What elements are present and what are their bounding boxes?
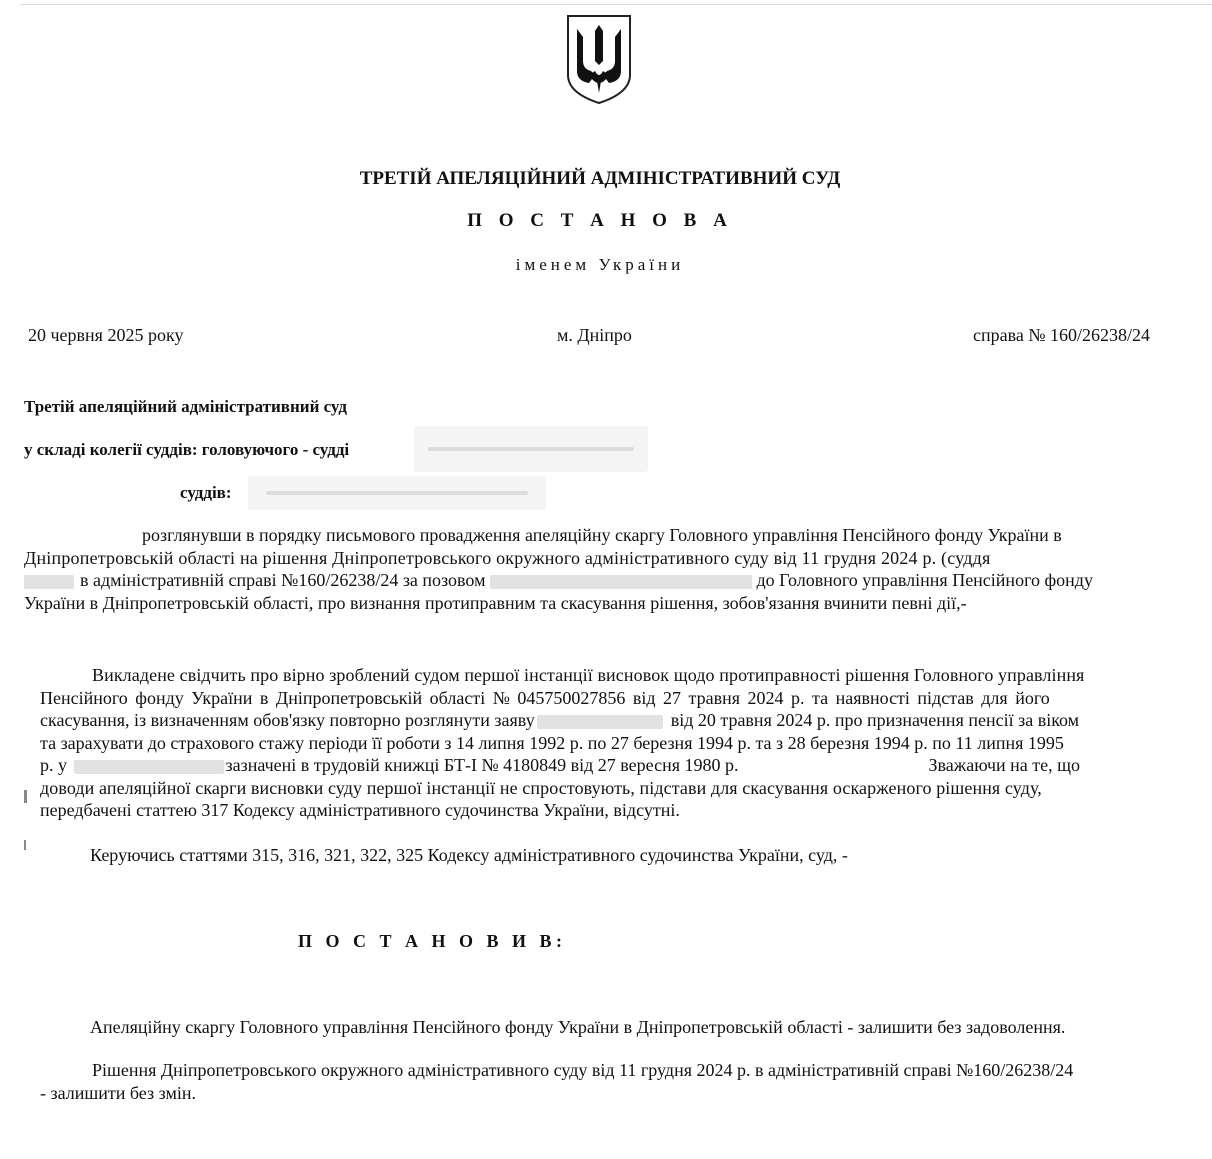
case-number: справа № 160/26238/24 bbox=[973, 325, 1151, 345]
document-city: м. Дніпро bbox=[557, 325, 632, 345]
intro-line-2: Дніпропетровській області на рішення Дніпропетровського окружного адміністративного суду від 11 грудня 2024 р. (суддя bbox=[24, 547, 991, 568]
intro-line-1: розглянувши в порядку письмового провадження апеляційну скаргу Головного управління Пенсійного фонду України в bbox=[142, 525, 1062, 545]
redacted-plaintiff bbox=[490, 575, 752, 589]
court-name-heading: ТРЕТІЙ АПЕЛЯЦІЙНИЙ АДМІНІСТРАТИВНИЙ СУД bbox=[359, 168, 841, 189]
coat-of-arms-icon bbox=[565, 13, 633, 105]
resolution-item-2-line-2: - залишити без змін. bbox=[40, 1082, 196, 1103]
top-divider bbox=[20, 4, 1212, 5]
reasoning-line-7: передбачені статтею 317 Кодексу адміністративного судочинства України, відсутні. bbox=[40, 800, 680, 820]
in-name-of-ukraine: іменем України bbox=[515, 255, 685, 274]
redacted-applicant bbox=[537, 715, 663, 729]
resolution-item-2-line-1: Рішення Дніпропетровського окружного адміністративного суду від 11 грудня 2024 р. в адміністративній справі №160/26238/24 bbox=[92, 1060, 1074, 1080]
reasoning-line-5: р. у зазначені в трудовій книжці БТ-І № 4180849 від 27 вересня 1980 р. Зважаючи на те, що bbox=[40, 755, 1080, 775]
intro-line-3: в адміністративній справі №160/26238/24 за позовом до Головного управління Пенсійного фонду bbox=[24, 569, 1174, 592]
document-date: 20 червня 2025 року bbox=[28, 325, 184, 345]
margin-mark bbox=[24, 790, 27, 803]
resolution-heading: П О С Т А Н О В И В: bbox=[298, 931, 567, 951]
intro-line-4: України в Дніпропетровській області, про визнання протиправним та скасування рішення, зобов'язання вчинити певні дії,- bbox=[24, 592, 967, 613]
reasoning-line-2: Пенсійного фонду України в Дніпропетровській області № 045750027856 від 27 травня 2024 р. та наявності підстав для його bbox=[40, 687, 1050, 708]
reasoning-paragraph bbox=[40, 664, 1190, 822]
panel-composition: у складі колегії суддів: головуючого - судді bbox=[24, 440, 350, 459]
redacted-employer bbox=[74, 760, 224, 774]
panel-court: Третій апеляційний адміністративний суд bbox=[24, 397, 347, 416]
redacted-first-instance-judge bbox=[24, 575, 74, 589]
document-type-heading: П О С Т А Н О В А bbox=[467, 210, 733, 231]
reasoning-line-4: та зарахувати до страхового стажу періоди її роботи з 14 липня 1992 р. по 27 березня 1994 р. та з 28 березня 1994 р. по 11 липня 1995 bbox=[40, 732, 1064, 753]
reasoning-line-3: скасування, із визначенням обов'язку повторно розглянути заяву від 20 травня 2024 р. про призначення пенсії за віком bbox=[40, 710, 1080, 730]
reasoning-line-1: Викладене свідчить про вірно зроблений судом першої інстанції висновок щодо протиправності рішення Головного управління bbox=[92, 665, 1085, 685]
intro-paragraph bbox=[24, 524, 1174, 614]
panel-judges-label: суддів: bbox=[180, 483, 232, 502]
resolution-item-1: Апеляційну скаргу Головного управління Пенсійного фонду України в Дніпропетровській області - залишити без задоволення. bbox=[90, 1017, 1066, 1037]
margin-mark bbox=[24, 840, 26, 850]
guided-by-articles: Керуючись статтями 315, 316, 321, 322, 325 Кодексу адміністративного судочинства України, суд, - bbox=[90, 845, 848, 865]
redacted-presiding-judge bbox=[414, 426, 648, 472]
redacted-judges bbox=[248, 476, 546, 510]
resolution-item-2 bbox=[40, 1059, 1190, 1104]
reasoning-line-6: доводи апеляційної скарги висновки суду першої інстанції не спростовують, підстави для скасування оскарженого рішення суду, bbox=[40, 777, 1042, 798]
